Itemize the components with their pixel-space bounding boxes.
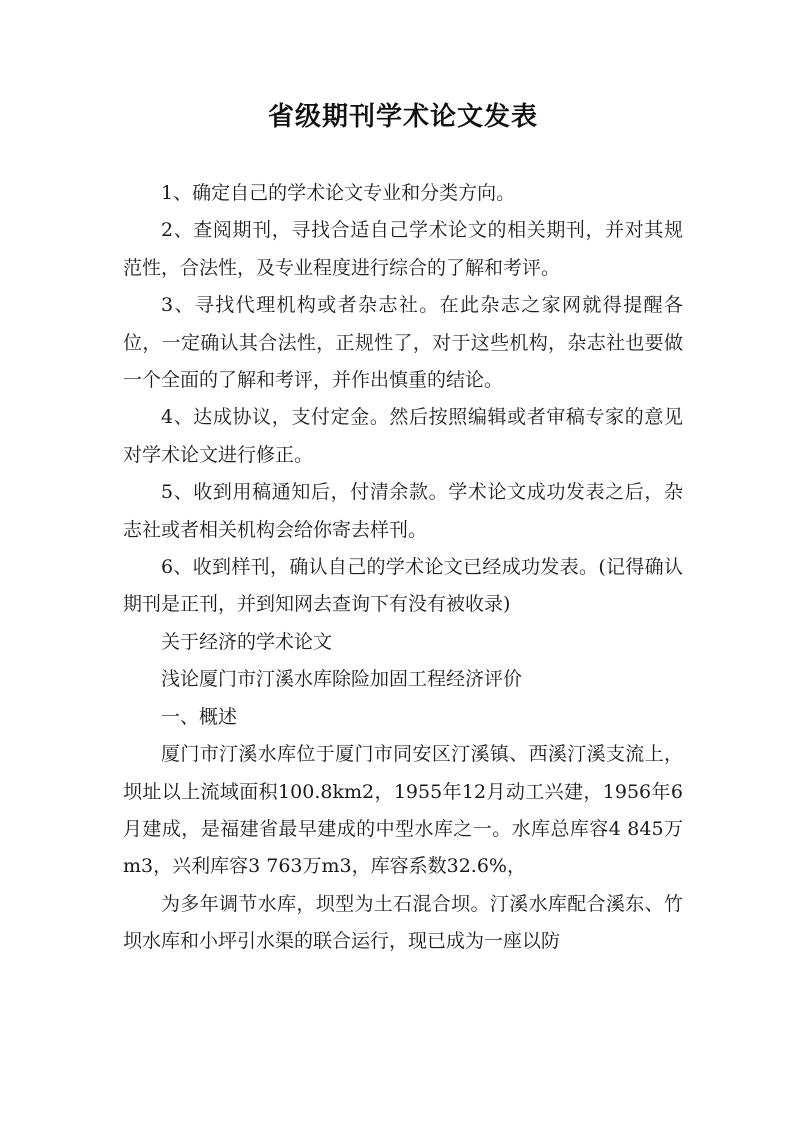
paragraph-step-4: 4、达成协议，支付定金。然后按照编辑或者审稿专家的意见对学术论文进行修正。 — [123, 406, 683, 466]
paragraph-step-3: 3、寻找代理机构或者杂志社。在此杂志之家网就得提醒各位，一定确认其合法性，正规性了，对于这些机构，杂志社也要做一个全面的了解和考评，并作出慎重的结论。 — [123, 294, 683, 392]
paragraph-step-5: 5、收到用稿通知后，付清余款。学术论文成功发表之后，杂志社或者相关机构会给你寄去样刊。 — [123, 481, 683, 541]
paragraph-overview-1: 厦门市汀溪水库位于厦门市同安区汀溪镇、西溪汀溪支流上，坝址以上流域面积100.8km2，1955年12月动工兴建，1956年6月建成，是福建省最早建成的中型水库之一。水库总库容4 845万m3，兴利库容3 763万m3，库容系数32.6%， — [123, 743, 683, 878]
paragraph-step-6: 6、收到样刊，确认自己的学术论文已经成功发表。(记得确认期刊是正刊，并到知网去查询下有没有被收录) — [123, 556, 683, 616]
paragraph-step-2: 2、查阅期刊，寻找合适自己学术论文的相关期刊，并对其规范性，合法性，及专业程度进行综合的了解和考评。 — [123, 219, 683, 279]
paragraph-overview-2: 为多年调节水库，坝型为土石混合坝。汀溪水库配合溪东、竹坝水库和小坪引水渠的联合运行，现已成为一座以防 — [123, 892, 683, 953]
section-heading-overview: 一、概述 — [161, 705, 238, 728]
article-title: 浅论厦门市汀溪水库除险加固工程经济评价 — [161, 668, 523, 691]
document-title: 省级期刊学术论文发表 — [267, 102, 538, 132]
section-heading-economics: 关于经济的学术论文 — [161, 630, 333, 653]
document-page — [123, 95, 683, 961]
paragraph-step-1: 1、确定自己的学术论文专业和分类方向。 — [161, 182, 516, 204]
